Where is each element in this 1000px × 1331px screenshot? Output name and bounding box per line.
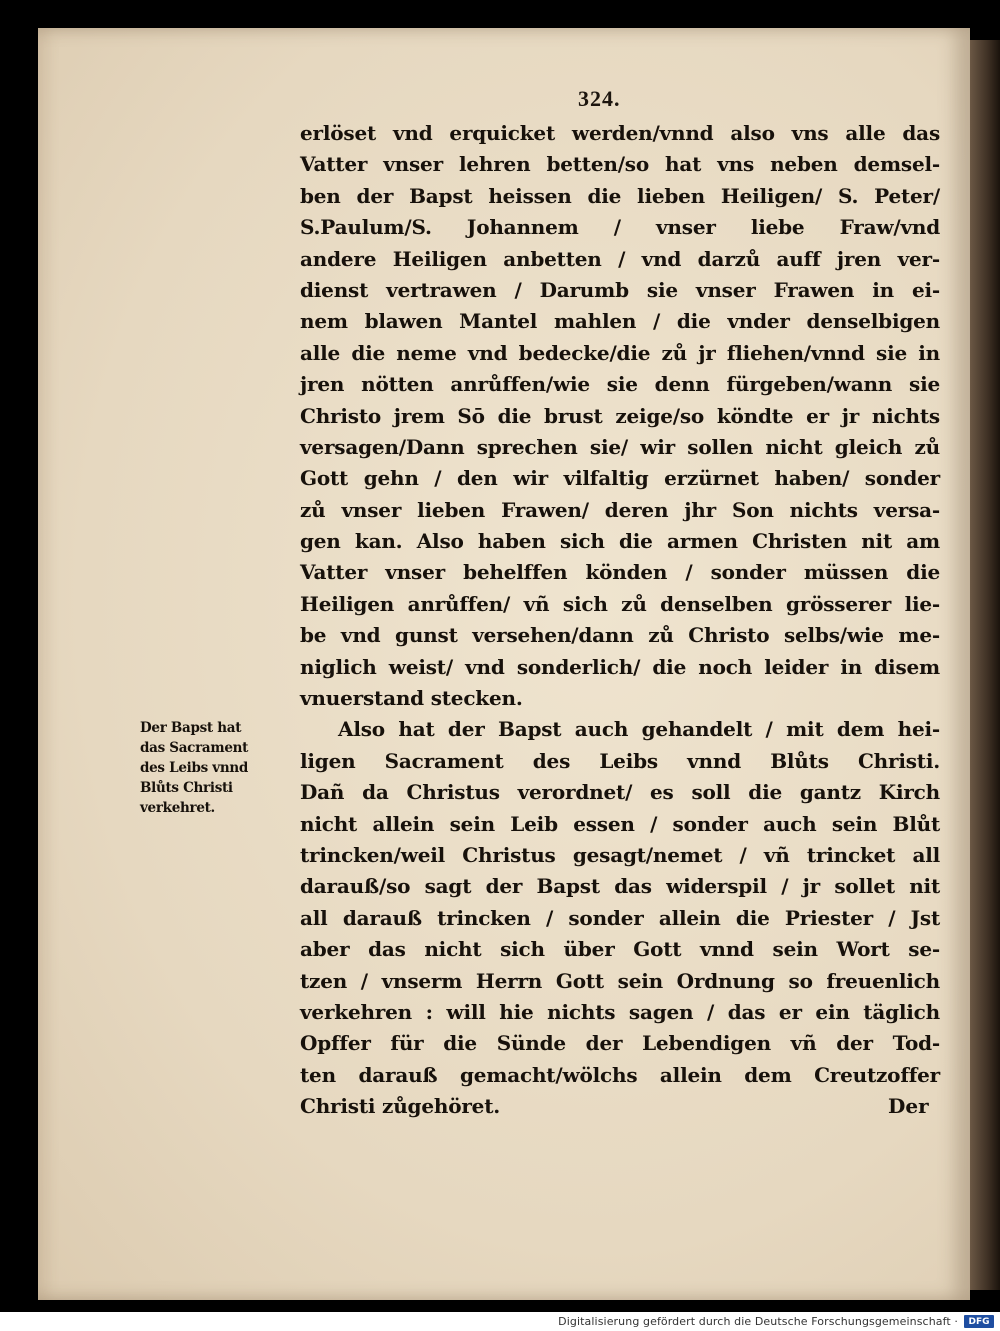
text-line: zů vnser lieben Frawen/ deren jhr Son nichts versa- (300, 497, 940, 522)
text-line: ten darauß gemacht/wölchs allein dem Creutzoffer (300, 1062, 940, 1087)
dfg-logo-icon[interactable]: DFG (964, 1315, 994, 1328)
text-line: aber das nicht sich über Gott vnnd sein Wort se- (300, 937, 940, 962)
footer-bar (0, 1312, 1000, 1331)
text-line: verkehren : will hie nichts sagen / das er ein täglich (300, 999, 940, 1024)
text-line: trincken/weil Christus gesagt/nemet / vñ trincket all (300, 842, 940, 867)
marginal-note-line: das Sacrament (140, 740, 249, 756)
text-line: all darauß trincken / sonder allein die Priester / Jst (300, 905, 940, 930)
text-line: Heiligen anrůffen/ vñ sich zů denselben grösserer lie- (300, 591, 940, 616)
text-line: ben der Bapst heissen die lieben Heiligen/ S. Peter/ (300, 183, 940, 208)
text-line: ligen Sacrament des Leibs vnnd Blůts Christi. (300, 748, 940, 773)
text-line: erlöset vnd erquicket werden/vnnd also vns alle das (300, 121, 940, 145)
text-line: S.Paulum/S. Johannem / vnser liebe Fraw/vnd (300, 215, 940, 240)
text-line: Opffer für die Sünde der Lebendigen vñ der Tod- (300, 1031, 940, 1056)
text-line: nicht allein sein Leib essen / sonder auch sein Blůt (300, 811, 940, 836)
text-line: Vatter vnser behelffen könden / sonder müssen die (300, 560, 940, 585)
text-line: Christo jrem Sō die brust zeige/so köndte er jr nichts (300, 403, 940, 428)
marginal-note (140, 718, 296, 818)
text-line: alle die neme vnd bedecke/die zů jr fliehen/vnnd sie in (300, 340, 940, 365)
marginal-note-line: Der Bapst hat (140, 720, 242, 736)
book-edge (970, 40, 1000, 1290)
catchword: Der (888, 1094, 929, 1118)
text-line: andere Heiligen anbetten / vnd darzů auff jren ver- (300, 246, 940, 271)
text-line: Christi zůgehöret. (300, 1094, 501, 1119)
funding-credit: Digitalisierung gefördert durch die Deutsche Forschungsgemeinschaft · (558, 1315, 958, 1328)
text-line: Gott gehn / den wir vilfaltig erzürnet haben/ sonder (300, 466, 940, 491)
text-line: jren nötten anrůffen/wie sie denn fürgeben/wann sie (300, 372, 940, 397)
text-line: vnuerstand stecken. (300, 686, 523, 711)
text-line: Also hat der Bapst auch gehandelt / mit dem hei- (338, 717, 940, 742)
marginal-note-line: Blůts Christi (140, 780, 233, 796)
marginal-note-line: verkehret. (140, 800, 215, 816)
text-line: niglich weist/ vnd sonderlich/ die noch leider in disem (300, 654, 940, 679)
text-line: Dañ da Christus verordnet/ es soll die gantz Kirch (300, 780, 940, 805)
body-text (300, 118, 940, 1123)
text-line: Vatter vnser lehren betten/so hat vns neben demsel- (300, 152, 940, 177)
text-line: nem blawen Mantel mahlen / die vnder denselbigen (300, 309, 940, 334)
text-line: gen kan. Also haben sich die armen Christen nit am (300, 529, 940, 554)
page-number: 324. (578, 86, 621, 111)
text-line: darauß/so sagt der Bapst das widerspil / jr sollet nit (300, 874, 940, 899)
text-line: be vnd gunst versehen/dann zů Christo selbs/wie me- (300, 623, 940, 648)
text-line: tzen / vnserm Herrn Gott sein Ordnung so freuenlich (300, 968, 940, 993)
marginal-note-line: des Leibs vnnd (140, 760, 248, 776)
text-line: versagen/Dann sprechen sie/ wir sollen nicht gleich zů (300, 434, 940, 459)
text-line: dienst vertrawen / Darumb sie vnser Frawen in ei- (300, 277, 940, 302)
